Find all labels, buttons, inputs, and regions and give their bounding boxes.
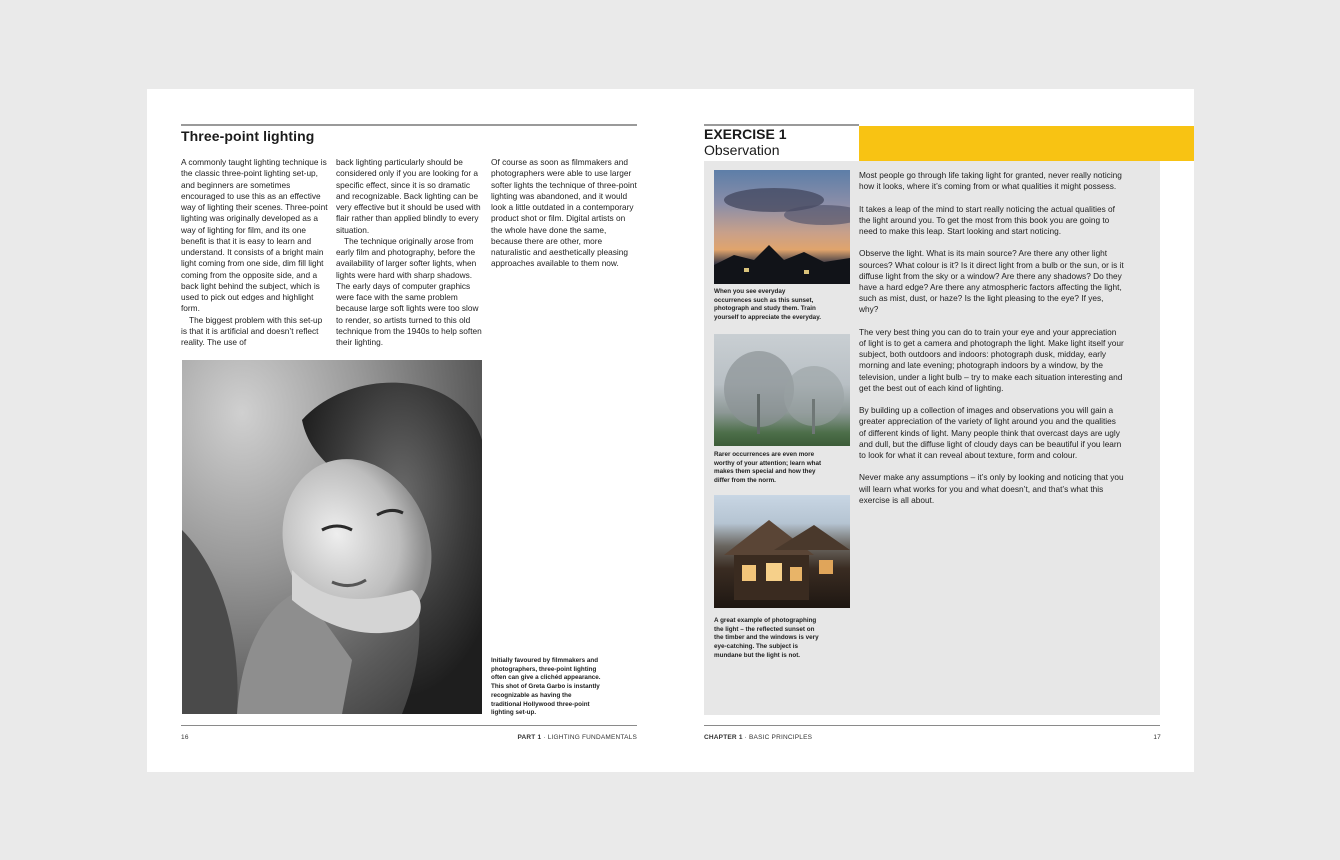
paragraph: Most people go through life taking light for granted, never really noticing how it looks, where it’s coming from or what qualities it might possess. [859,170,1122,192]
footer-chapter: CHAPTER 1 [704,734,743,741]
footer-rule [181,725,637,726]
sunset-photo [714,170,850,284]
left-page [147,89,670,772]
paragraph: It takes a leap of the mind to start really noticing the actual qualities of the light around you. To get the most from this book you are going to need to make this leap. Start looking and start noticing. [859,203,1115,236]
text-column-1 [181,157,329,348]
exercise-body [859,170,1124,517]
exercise-label: EXERCISE 1 [704,126,787,142]
right-page [670,89,1194,772]
title-rule [181,124,637,126]
running-footer [704,734,812,741]
foggy-trees-photo [714,334,850,446]
timber-house-illustration [714,495,850,608]
paragraph: Observe the light. What is its main source? Are there any other light sources? What colour is it? Is it direct light from a bulb or the sun, or is it diffuse light from the sky or a window? Are there any shadows? Do they have a hard edge? Are there any atmospheric factors affecting the light, such as mist, dust, or haze? Is the light pleasing to the eye? If yes, why? [859,248,1124,315]
book-spread [147,89,1194,772]
portrait-photo [182,360,482,714]
paragraph: The technique originally arose from early film and photography, before the availability of larger softer lights, when lights were hard with sharp shadows. The early days of computer graphics were face with the same problem because large soft lights were too slow to render, so artists turned to this old technique from the 1940s to help soften their lighting. [336,235,482,347]
text-column-3 [491,157,639,270]
portrait-illustration [182,360,482,714]
paragraph: back lighting particularly should be considered only if you are looking for a specific effect, since it is so dramatic and recognizable. Back lighting can be very effective but it should be used with flair rather than applied blindly to every situation. [336,157,481,235]
footer-part: PART 1 [517,734,542,741]
running-footer [517,734,637,741]
photo-caption: A great example of photographing the light – the reflected sunset on the timber and the windows is very eye-catching. The subject is mundane but the light is not. [714,617,819,659]
sunset-house-illustration [714,170,850,284]
paragraph: Never make any assumptions – it’s only by looking and noticing that you will learn what works for you and what doesn’t, and that’s what this exercise is all about. [859,472,1124,505]
footer-section: · LIGHTING FUNDAMENTALS [541,734,637,741]
page-number: 16 [181,734,189,741]
page-title: Three-point lighting [181,128,315,144]
paragraph: The very best thing you can do to train your eye and your appreciation of light is to get a camera and photograph the light. Make light itself your subject, both outdoors and indoors: photograph dusk, midday, early morning and late evening; photograph indoors by a window, by the television, under a light bulb – try to make each situation interesting and get the best out of each kind of lighting. [859,326,1124,393]
photo-caption: Rarer occurrences are even more worthy of your attention; learn what makes them special and how they differ from the norm. [714,451,822,485]
photo-caption: Initially favoured by filmmakers and photographers, three-point lighting often can give a clichéd appearance. This shot of Greta Garbo is instantly recognizable as having the traditional Hollywood three-point lighting set-up. [491,657,601,717]
paragraph: By building up a collection of images and observations you will gain a greater appreciation of the variety of light around you and the qualities of different kinds of light. Many people think that overcast days are ugly and dull, but the diffuse light of cloudy days can be beautiful if you learn to look for what it can reveal about texture, form and colour. [859,405,1122,461]
photo-caption: When you see everyday occurrences such as this sunset, photograph and study them. Train yourself to appreciate the everyday. [714,288,821,322]
footer-section: · BASIC PRINCIPLES [742,734,813,741]
paragraph: Of course as soon as filmmakers and photographers were able to use larger softer lights the technique of three-point lighting was abandoned, and it would look a little outdated in a contemporary product shot or film. Digital artists on the whole have done the same, because there are other, more naturalistic and aesthetically pleasing approaches available to them now. [491,157,637,269]
page-number: 17 [1153,734,1161,741]
timber-house-photo [714,495,850,608]
foggy-trees-illustration [714,334,850,446]
paragraph: A commonly taught lighting technique is the classic three-point lighting set-up, and beginners are sometimes encouraged to use this as an effective way of lighting their scenes. Three-point lighting was originally developed as a way of lighting for film, and its one benefit is that it is easy to learn and understand. It consists of a bright main light coming from one side, dim fill light coming from the opposite side, and a back light behind the subject, which is used to pick out edges and highlight form. [181,157,328,314]
exercise-title: Observation [704,142,780,158]
footer-rule [704,725,1160,726]
paragraph: The biggest problem with this set-up is that it is artificial and doesn’t reflect reality. The use of [181,314,323,347]
text-column-2 [336,157,482,348]
exercise-accent-bar [859,126,1194,161]
